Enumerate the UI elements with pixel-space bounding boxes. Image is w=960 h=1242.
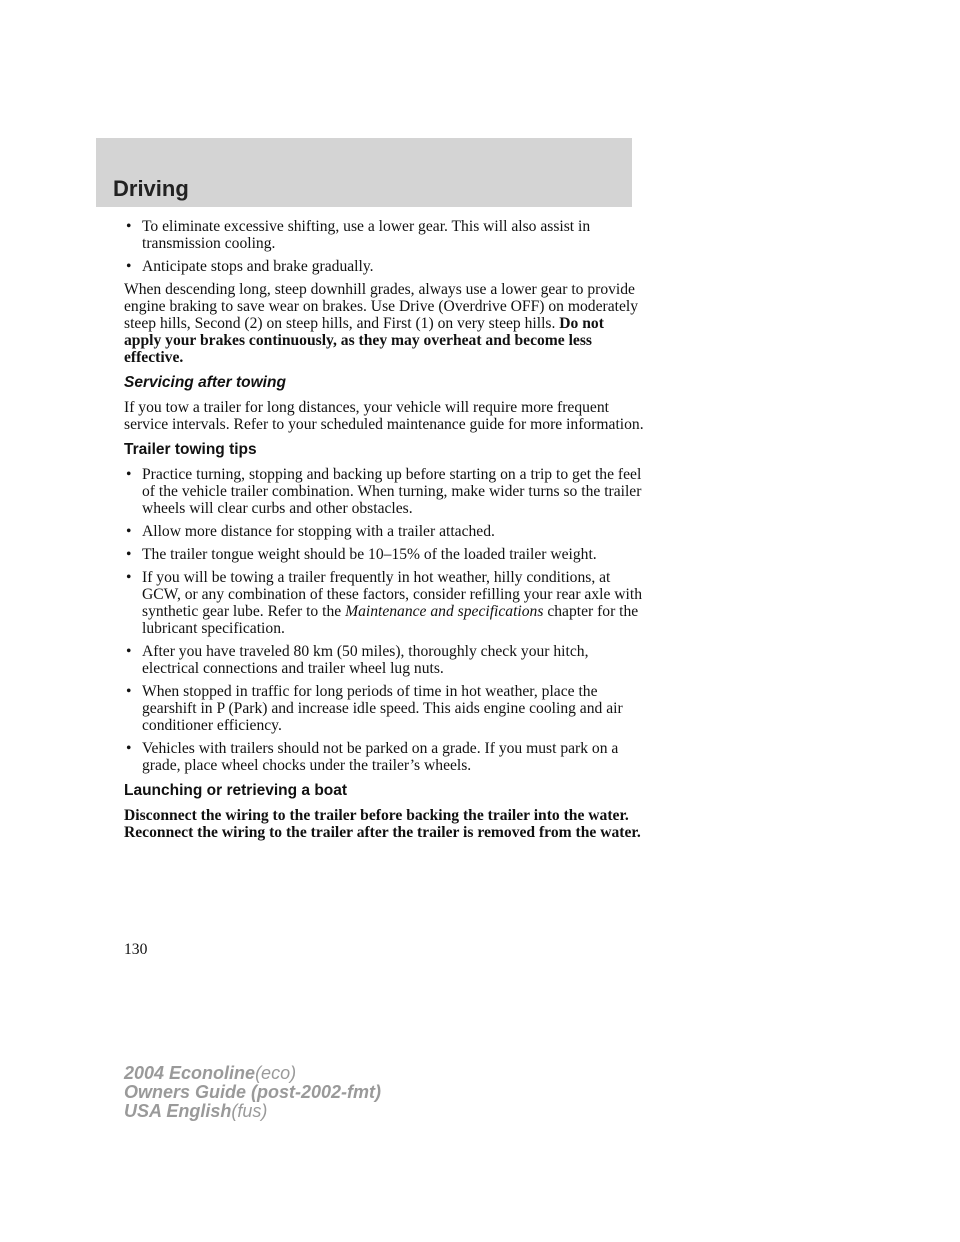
footer-language-code: (fus) [231,1101,268,1121]
list-item: • Practice turning, stopping and backing up before starting on a trip to get the feel of the vehicle trailer combination. When turning, make wider turns so the trailer wheels will clear curbs and other obstacles. [124,466,644,517]
section-title: Driving [113,176,189,201]
list-item: • When stopped in traffic for long periods of time in hot weather, place the gearshift in P (Park) and increase idle speed. This aids engine cooling and air conditioner efficiency. [124,683,644,734]
footer-line-3 [124,1102,381,1121]
servicing-paragraph: If you tow a trailer for long distances, your vehicle will require more frequent service intervals. Refer to your scheduled maintenance guide for more information. [124,399,644,433]
descending-text: When descending long, steep downhill grades, always use a lower gear to provide engine braking to save wear on brakes. Use Drive (Overdrive OFF) on moderately steep hills, Second (2) on steep hills, and First (1) on very steep hills. [124,281,638,332]
footer-line-2 [124,1083,381,1102]
list-item: • Vehicles with trailers should not be parked on a grade. If you must park on a grade, place wheel chocks under the trailer’s wheels. [124,740,644,774]
list-item: • The trailer tongue weight should be 10–15% of the loaded trailer weight. [124,546,644,563]
list-item: • To eliminate excessive shifting, use a lower gear. This will also assist in transmission cooling. [124,218,644,252]
footer-line-1 [124,1064,381,1083]
synthetic-text-before: If you will be towing a trailer frequently in hot weather, hilly conditions, at GCW, or any combination of these factors, consider refilling your rear axle with synthetic gear lube. Refer to the [142,569,643,620]
document-footer [124,1064,381,1121]
footer-language: USA English [124,1101,232,1121]
list-item [124,569,644,637]
footer-guide: Owners Guide (post-2002-fmt) [124,1082,382,1102]
page-number: 130 [124,941,148,958]
descending-paragraph [124,281,644,366]
servicing-heading: Servicing after towing [124,374,286,391]
list-item: • After you have traveled 80 km (50 miles), thoroughly check your hitch, electrical connections and trailer wheel lug nuts. [124,643,644,677]
descending-warning: Do not apply your brakes continuously, as they may overheat and become less effective. [124,315,604,366]
list-item: • Anticipate stops and brake gradually. [124,258,644,275]
footer-model: 2004 Econoline [124,1063,256,1083]
footer-model-code: (eco) [255,1063,297,1083]
chapter-reference: Maintenance and specifications [345,603,544,620]
synthetic-text-after: chapter for the lubricant specification. [142,603,639,637]
list-item: • Allow more distance for stopping with a trailer attached. [124,523,644,540]
boat-heading: Launching or retrieving a boat [124,782,348,799]
page-content [124,218,644,847]
tips-heading: Trailer towing tips [124,441,257,458]
boat-warning: Disconnect the wiring to the trailer before backing the trailer into the water. Reconnect the wiring to the trailer after the trailer is removed from the water. [124,807,641,841]
